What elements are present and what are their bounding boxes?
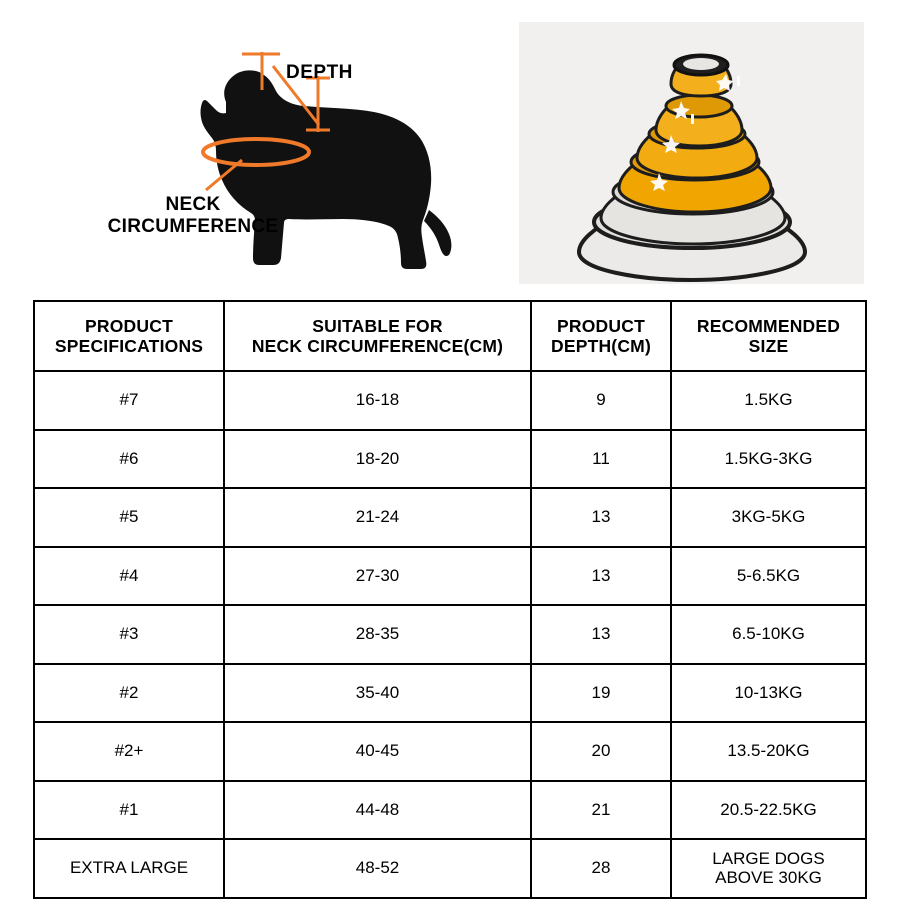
cell-size-line-1: 1.5KG [744, 390, 793, 410]
cell-neck: 40-45 [224, 722, 531, 781]
cell-size-line-1: 3KG-5KG [731, 507, 806, 527]
cell-neck: 35-40 [224, 664, 531, 723]
cell-size [671, 488, 866, 547]
cell-spec: #7 [34, 371, 224, 430]
header-line-2: SIZE [748, 336, 789, 356]
cell-size [671, 781, 866, 840]
header-product-depth [531, 301, 671, 371]
cell-size [671, 664, 866, 723]
cell-depth: 13 [531, 488, 671, 547]
neck-label-line-2: CIRCUMFERENCE [107, 215, 279, 237]
table-row [34, 605, 866, 664]
stacked-cones-image [519, 22, 864, 284]
header-line-2: NECK CIRCUMFERENCE(CM) [251, 336, 504, 356]
cell-depth: 21 [531, 781, 671, 840]
cell-neck: 18-20 [224, 430, 531, 489]
table-row [34, 781, 866, 840]
illustration-area [0, 0, 898, 292]
table-row [34, 839, 866, 898]
table-row [34, 664, 866, 723]
cell-spec: #6 [34, 430, 224, 489]
header-line-1: PRODUCT [85, 315, 173, 336]
header-product-specifications [34, 301, 224, 371]
header-recommended-size [671, 301, 866, 371]
cell-size [671, 605, 866, 664]
cell-depth: 20 [531, 722, 671, 781]
cell-size [671, 430, 866, 489]
table-header-row [34, 301, 866, 371]
cell-depth: 13 [531, 547, 671, 606]
cell-spec: #4 [34, 547, 224, 606]
header-line-1: RECOMMENDED [696, 315, 841, 336]
cell-neck: 44-48 [224, 781, 531, 840]
cell-size-line-1: 10-13KG [734, 682, 803, 702]
cell-size [671, 547, 866, 606]
neck-circumference-label [78, 194, 308, 238]
cell-depth: 28 [531, 839, 671, 898]
size-table-wrapper [33, 300, 865, 899]
table-row [34, 430, 866, 489]
cell-neck: 21-24 [224, 488, 531, 547]
cell-spec: #3 [34, 605, 224, 664]
cell-spec: #1 [34, 781, 224, 840]
cell-size-line-1: 5-6.5KG [736, 565, 801, 585]
depth-label: DEPTH [286, 62, 353, 83]
dog-silhouette-icon [30, 4, 500, 289]
size-table [33, 300, 867, 899]
cell-neck: 28-35 [224, 605, 531, 664]
cell-depth: 19 [531, 664, 671, 723]
table-row [34, 488, 866, 547]
table-row [34, 547, 866, 606]
cell-size-line-1: 6.5-10KG [732, 624, 805, 644]
cell-spec: #5 [34, 488, 224, 547]
cell-neck: 27-30 [224, 547, 531, 606]
cell-depth: 9 [531, 371, 671, 430]
cell-size [671, 839, 866, 898]
table-row [34, 722, 866, 781]
cell-neck: 48-52 [224, 839, 531, 898]
cell-spec: #2 [34, 664, 224, 723]
header-line-1: PRODUCT [557, 315, 645, 336]
cell-spec: #2+ [34, 722, 224, 781]
product-photo [519, 22, 864, 284]
header-neck-circumference [224, 301, 531, 371]
cell-depth: 13 [531, 605, 671, 664]
table-row [34, 371, 866, 430]
cell-size-line-1: 13.5-20KG [727, 741, 810, 761]
header-line-2: SPECIFICATIONS [54, 336, 204, 356]
cell-size-line-1: 20.5-22.5KG [720, 799, 817, 819]
cell-size-line-1: 1.5KG-3KG [724, 448, 813, 468]
cell-size-line-1: LARGE DOGS [712, 848, 825, 868]
cell-size-line-2: ABOVE 30KG [715, 868, 822, 888]
cell-neck: 16-18 [224, 371, 531, 430]
table-body [34, 371, 866, 898]
dog-measurement-diagram [30, 4, 500, 289]
cell-size [671, 722, 866, 781]
cell-depth: 11 [531, 430, 671, 489]
neck-label-line-1: NECK [165, 194, 221, 215]
cell-spec: EXTRA LARGE [34, 839, 224, 898]
header-line-1: SUITABLE FOR [312, 315, 443, 336]
header-line-2: DEPTH(CM) [551, 336, 651, 356]
cell-size [671, 371, 866, 430]
